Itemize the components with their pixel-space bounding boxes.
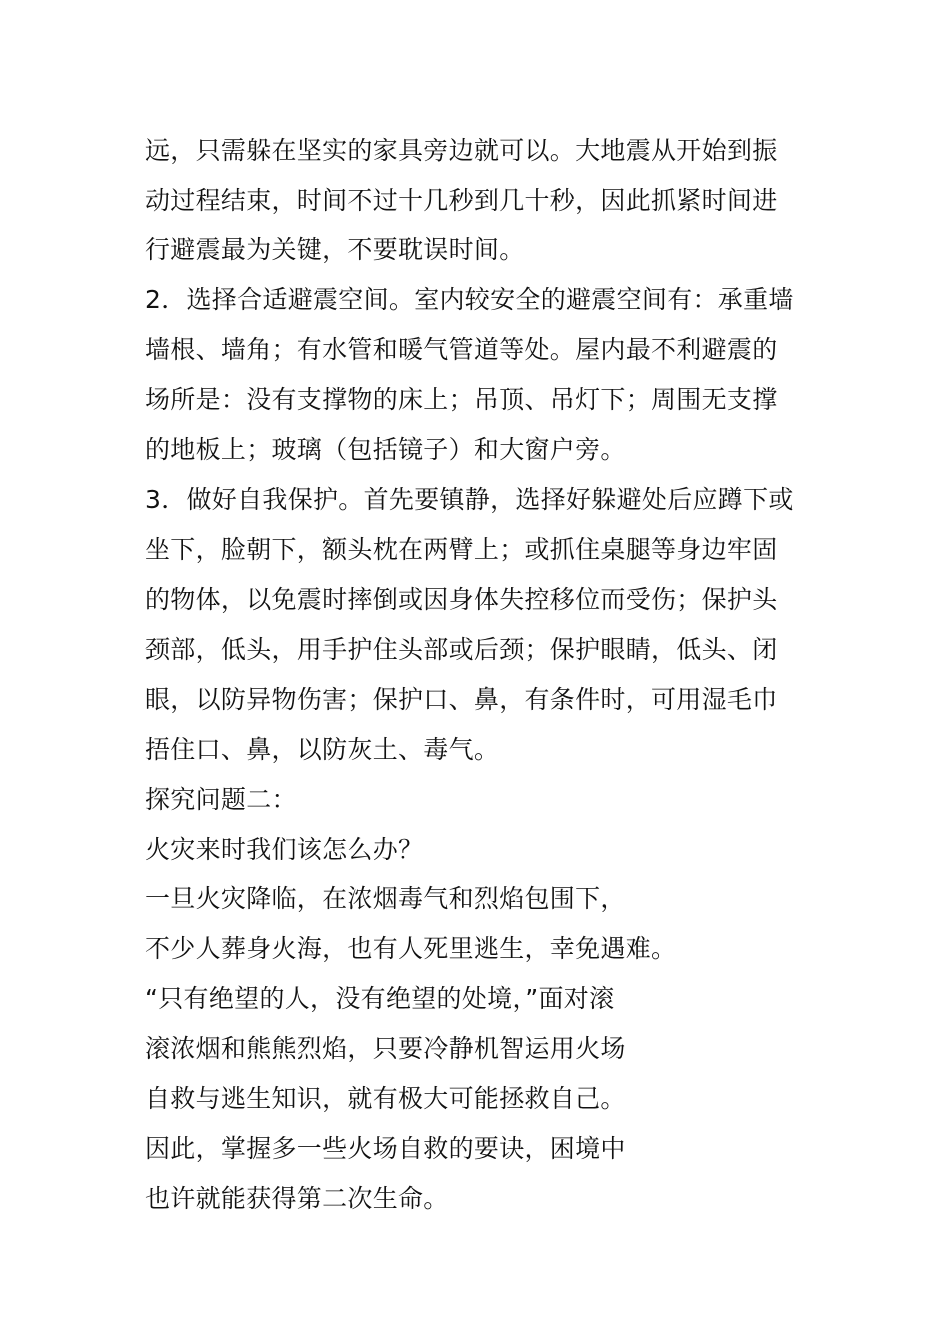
text-line-fire-survival: 不少人葬身火海，也有人死里逃生，幸免遇难。 (145, 934, 677, 963)
text-line-item-3-heading: 3．做好自我保护。首先要镇静，选择好躲避处后应蹲下或 (145, 485, 794, 514)
text-line-item-2-unsafe-places: 场所是：没有支撑物的床上；吊顶、吊灯下；周围无支撑 (145, 385, 778, 414)
text-line-fire-tips: 因此，掌握多一些火场自救的要诀，困境中 (145, 1134, 626, 1163)
text-line-item-2-heading: 2．选择合适避震空间。室内较安全的避震空间有：承重墙 (145, 285, 794, 314)
text-line-item-3-neck: 颈部，低头，用手护住头部或后颈；保护眼睛，低头、闭 (145, 635, 778, 664)
text-line-fire-quote: “只有绝望的人，没有绝望的处境，”面对滚 (145, 984, 615, 1013)
text-line-item-3-eyes: 眼，以防异物伤害；保护口、鼻，有条件时，可用湿毛巾 (145, 685, 778, 714)
text-line-fire-calm: 滚浓烟和熊熊烈焰，只要冷静机智运用火场 (145, 1034, 626, 1063)
section-heading-question-two: 探究问题二： (145, 785, 297, 814)
text-line-fire-intro: 一旦火灾降临，在浓烟毒气和烈焰包围下， (145, 884, 626, 913)
question-fire: 火灾来时我们该怎么办？ (145, 835, 424, 864)
text-line-earthquake-time: 行避震最为关键，不要耽误时间。 (145, 235, 525, 264)
text-line-item-3-posture: 坐下，脸朝下，额头枕在两臂上；或抓住桌腿等身边牢固 (145, 535, 778, 564)
text-line-item-2-windows: 的地板上；玻璃（包括镜子）和大窗户旁。 (145, 435, 626, 464)
text-line-earthquake-hide: 远，只需躲在坚实的家具旁边就可以。大地震从开始到振 (145, 136, 778, 165)
text-line-item-3-objects: 的物体，以免震时摔倒或因身体失控移位而受伤；保护头 (145, 585, 778, 614)
text-line-item-2-safe-places: 墙根、墙角；有水管和暖气管道等处。屋内最不利避震的 (145, 335, 778, 364)
text-line-fire-second-life: 也许就能获得第二次生命。 (145, 1184, 449, 1213)
text-line-fire-knowledge: 自救与逃生知识，就有极大可能拯救自己。 (145, 1084, 626, 1113)
text-line-earthquake-duration: 动过程结束，时间不过十几秒到几十秒，因此抓紧时间进 (145, 186, 778, 215)
text-line-item-3-mouth-nose: 捂住口、鼻，以防灰土、毒气。 (145, 735, 500, 764)
